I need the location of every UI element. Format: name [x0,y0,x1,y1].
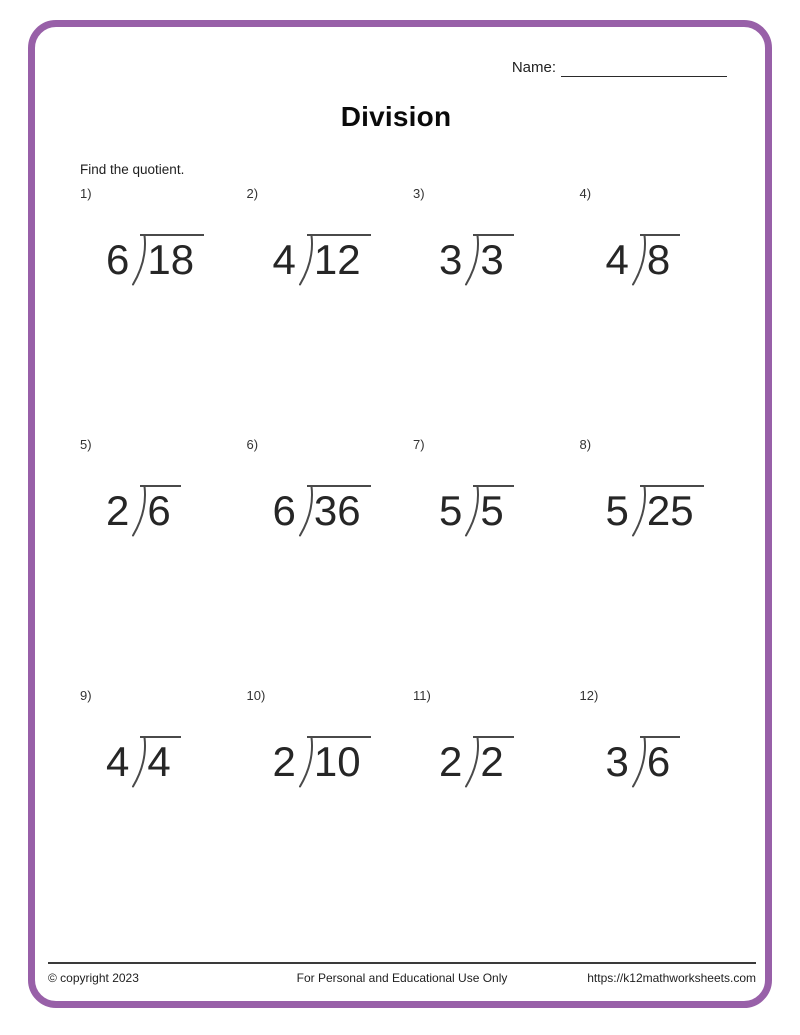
dividend: 8 [640,234,680,281]
footer-copyright: © copyright 2023 [48,971,139,985]
instruction-text: Find the quotient. [80,162,185,177]
footer [48,962,756,985]
divisor: 2 [439,738,463,785]
name-label: Name: [511,59,556,76]
divisor: 4 [605,236,629,283]
divisor: 2 [106,487,130,534]
problem-number: 9) [80,688,92,703]
divisor: 4 [272,236,296,283]
division-problem [439,736,514,788]
divisor: 6 [106,236,130,283]
divisor: 3 [605,738,629,785]
problem-number: 11) [413,688,431,703]
problem-cell [80,186,247,437]
dividend: 18 [140,234,204,281]
problem-cell [580,688,747,939]
dividend: 4 [140,736,180,783]
dividend: 10 [307,736,371,783]
problem-number: 5) [80,437,92,452]
problem-number: 4) [579,186,592,201]
problem-number: 6) [246,437,259,452]
division-problem [606,736,681,788]
problem-number: 2) [246,186,259,201]
dividend: 6 [640,736,680,783]
divisor: 4 [106,738,130,785]
dividend: 12 [307,234,371,281]
name-field [512,60,727,77]
division-problem [106,485,181,537]
problem-cell [413,437,580,688]
problem-number: 1) [80,186,92,201]
divisor: 5 [439,487,463,534]
problem-number: 8) [579,437,592,452]
division-problem [439,234,514,286]
problem-number: 12) [579,688,599,703]
problem-cell [580,437,747,688]
division-problem [106,736,181,788]
problem-cell [413,688,580,939]
problem-cell [80,437,247,688]
division-problem [606,485,704,537]
division-problem [273,485,371,537]
problem-cell [247,186,414,437]
division-problem [606,234,681,286]
footer-usage: For Personal and Educational Use Only [296,971,508,985]
dividend: 2 [473,736,513,783]
name-underline [561,61,727,77]
problem-number: 3) [413,186,425,201]
division-problem [106,234,204,286]
page-title: Division [340,101,452,132]
dividend: 3 [473,234,513,281]
division-problem [273,736,371,788]
division-problem [273,234,371,286]
dividend: 25 [640,485,704,532]
problem-cell [247,437,414,688]
problem-cell [413,186,580,437]
dividend: 5 [473,485,513,532]
problem-cell [247,688,414,939]
problem-number: 10) [246,688,266,703]
problem-cell [80,688,247,939]
divisor: 6 [272,487,296,534]
dividend: 6 [140,485,180,532]
problem-number: 7) [413,437,425,452]
footer-url: https://k12mathworksheets.com [587,971,756,985]
divisor: 3 [439,236,463,283]
divisor: 2 [272,738,296,785]
divisor: 5 [605,487,629,534]
problems-grid [80,186,746,939]
dividend: 36 [307,485,371,532]
division-problem [439,485,514,537]
problem-cell [580,186,747,437]
